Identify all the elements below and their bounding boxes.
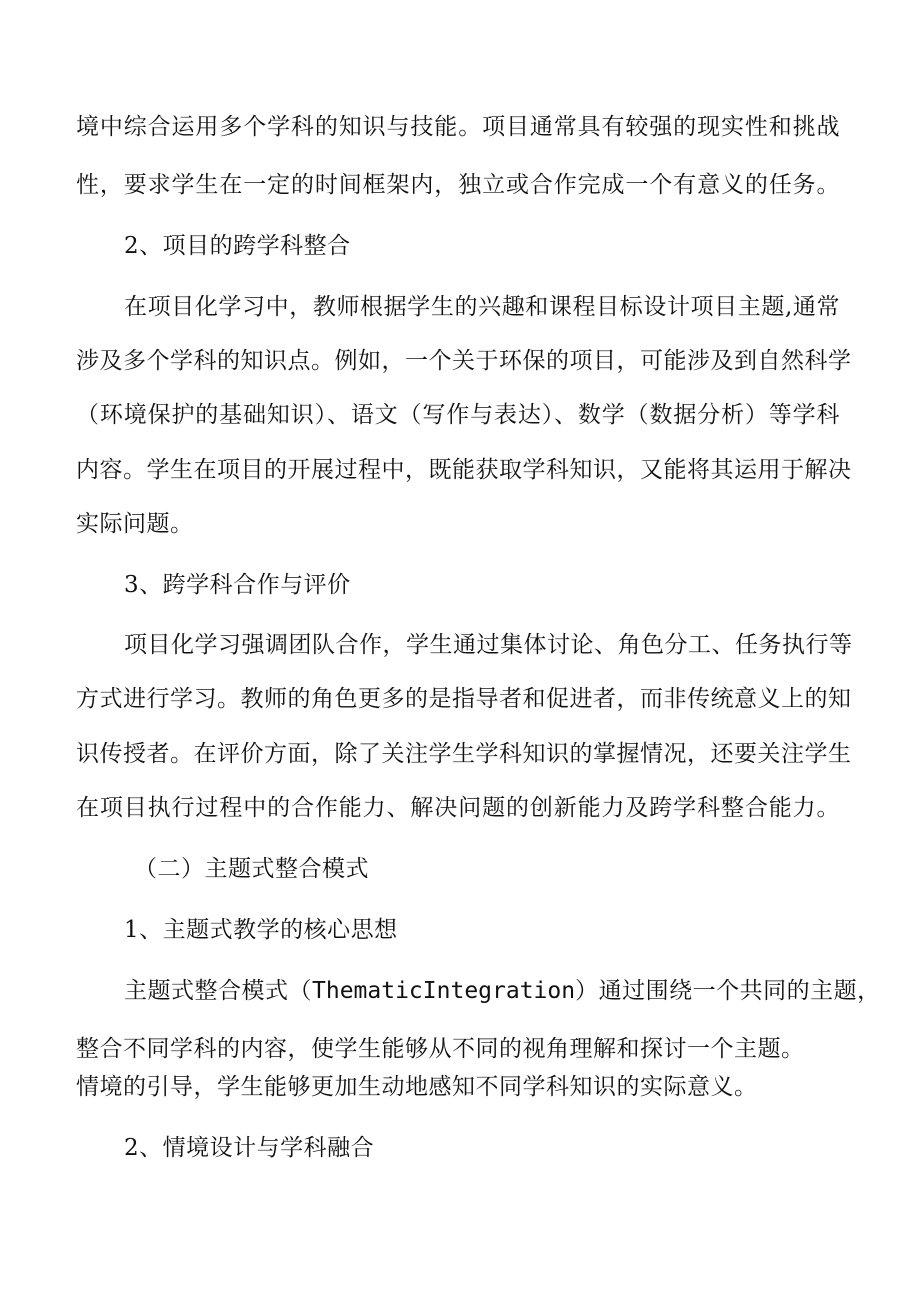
text-segment: 主题式整合模式（ [124, 978, 312, 1004]
paragraph-line: 在项目执行过程中的合作能力、解决问题的创新能力及跨学科整合能力。 [76, 795, 840, 821]
section-heading: 3、跨学科合作与评价 [124, 572, 351, 598]
english-term: ThematicIntegration [312, 978, 576, 1004]
chapter-heading: （二）主题式整合模式 [134, 856, 369, 882]
paragraph-line: 情境的引导，学生能够更加生动地感知不同学科知识的实际意义。 [76, 1074, 758, 1100]
paragraph-line: 实际问题。 [76, 511, 194, 537]
paragraph-line: 在项目化学习中，教师根据学生的兴趣和课程目标设计项目主题,通常 [124, 294, 840, 320]
paragraph-line: 涉及多个学科的知识点。例如，一个关于环保的项目，可能涉及到自然科学 [76, 348, 852, 374]
paragraph-line [124, 976, 881, 1006]
paragraph-line: 项目化学习强调团队合作，学生通过集体讨论、角色分工、任务执行等 [124, 632, 853, 658]
paragraph-line: 内容。学生在项目的开展过程中，既能获取学科知识，又能将其运用于解决 [76, 457, 852, 483]
paragraph-line: 境中综合运用多个学科的知识与技能。项目通常具有较强的现实性和挑战 [76, 114, 840, 140]
paragraph-line: 整合不同学科的内容，使学生能够从不同的视角理解和探讨一个主题。 [76, 1036, 805, 1062]
section-heading: 2、情境设计与学科融合 [124, 1135, 375, 1161]
section-heading: 1、主题式教学的核心思想 [124, 917, 398, 943]
section-heading: 2、项目的跨学科整合 [124, 233, 351, 259]
paragraph-line: 识传授者。在评价方面，除了关注学生学科知识的掌握情况，还要关注学生 [76, 741, 852, 767]
text-segment: ）通过围绕一个共同的主题， [575, 978, 881, 1004]
paragraph-line: （环境保护的基础知识）、语文（写作与表达）、数学（数据分析）等学科 [76, 402, 840, 428]
paragraph-line: 方式进行学习。教师的角色更多的是指导者和促进者，而非传统意义上的知 [76, 686, 852, 712]
paragraph-line: 性，要求学生在一定的时间框架内，独立或合作完成一个有意义的任务。 [76, 172, 840, 198]
